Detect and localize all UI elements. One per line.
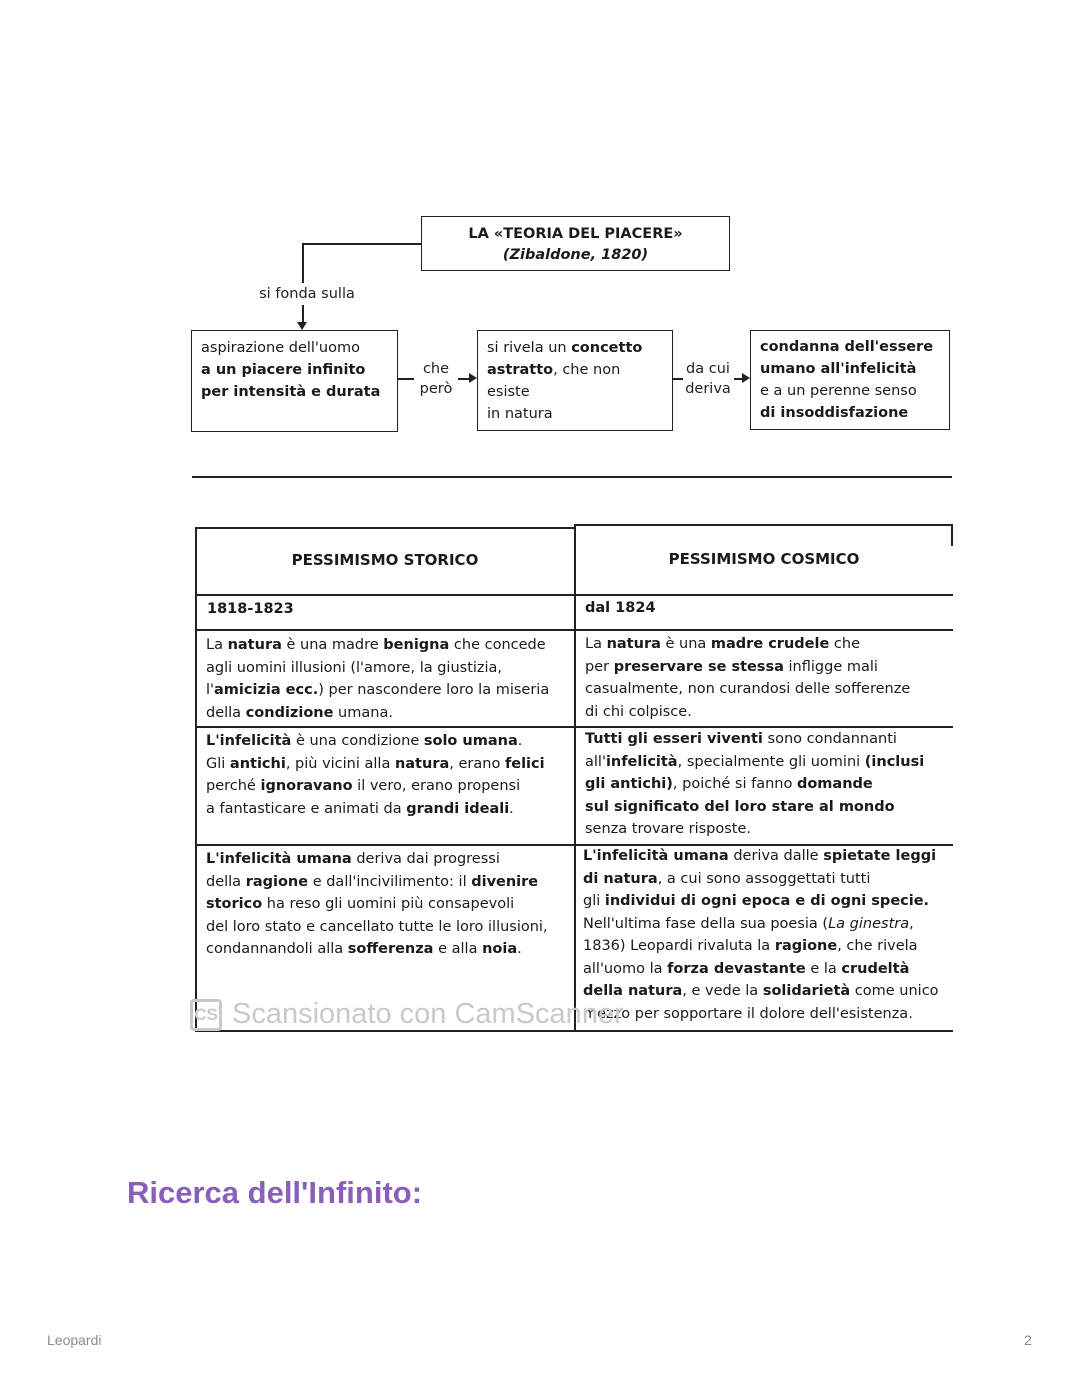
diagram-box-abstract-concept: si rivela un concetto astratto, che non esiste in natura xyxy=(477,330,673,431)
table-year-historic: 1818-1823 xyxy=(207,601,294,617)
table-cell-unhappiness-historic: L'infelicità è una condizione solo umana. Gli antichi, più vicini alla natura, erano felici perché ignoravano il vero, erano propensi a fantasticare e animati da grandi ideali. xyxy=(206,733,545,817)
section-heading: Ricerca dell'Infinito: xyxy=(127,1175,423,1210)
table-border xyxy=(574,524,576,1032)
table-header-cosmic: PESSIMISMO COSMICO xyxy=(668,550,860,568)
table-cell-cause-historic: L'infelicità umana deriva dai progressi della ragione e dall'incivilimento: il divenire storico ha reso gli uomini più consapevoli del loro stato e cancellato tutte le loro illusioni, condannandoli alla sofferenza e alla noia. xyxy=(206,851,548,957)
table-border xyxy=(195,527,575,529)
connector-label-but xyxy=(414,359,458,399)
connector-label-foundation: si fonda sulla xyxy=(252,284,362,304)
table-rule xyxy=(195,629,953,631)
arrow-right-icon xyxy=(469,373,477,383)
connector-label-da-cui: da cui xyxy=(686,361,730,377)
table-cell-unhappiness-cosmic: Tutti gli esseri viventi sono condannanti all'infelicità, specialmente gli uomini (inclusi gli antichi), poiché si fanno domande sul significato del loro stare al mondo senza trovare risposte. xyxy=(585,731,925,837)
table-border xyxy=(951,524,953,546)
connector-line xyxy=(398,378,414,380)
diagram-title: LA «TEORIA DEL PIACERE» xyxy=(468,226,683,242)
footer-page-number: 2 xyxy=(1024,1332,1032,1348)
diagram-box-aspiration: aspirazione dell'uomo a un piacere infinito per intensità e durata xyxy=(191,330,398,432)
table-border xyxy=(575,524,953,526)
camscanner-watermark xyxy=(190,998,624,1031)
diagram-subtitle: (Zibaldone, 1820) xyxy=(502,247,649,263)
watermark-text: Scansionato con CamScanner xyxy=(232,998,624,1030)
footer-doc-title: Leopardi xyxy=(47,1332,102,1348)
table-border xyxy=(195,527,197,1032)
arrow-down-icon xyxy=(297,322,307,330)
connector-label-derives xyxy=(682,359,734,399)
connector-line xyxy=(302,243,304,283)
diagram-box-condemnation: condanna dell'essere umano all'infelicità e a un perenne senso di insoddisfazione xyxy=(750,330,950,430)
arrow-right-icon xyxy=(742,373,750,383)
table-cell-nature-cosmic: La natura è una madre crudele che per preservare se stessa infligge mali casualmente, non curandosi delle sofferenze di chi colpisce. xyxy=(585,636,911,720)
section-divider xyxy=(192,476,952,478)
diagram-title-box xyxy=(421,216,730,271)
connector-label-che: che xyxy=(422,361,450,377)
camscanner-logo-icon: CS xyxy=(190,999,222,1031)
connector-label-pero: però xyxy=(419,381,453,397)
connector-line xyxy=(302,243,422,245)
table-rule xyxy=(195,594,953,596)
connector-label-deriva: deriva xyxy=(685,381,731,397)
table-cell-cause-cosmic: L'infelicità umana deriva dalle spietate leggi di natura, a cui sono assoggettati tutti gli individui di ogni epoca e di ogni specie. Nell'ultima fase della sua poesia (La ginestra, 1836) Leopardi rivaluta la ragione, che rivela all'uomo la forza devastante e la crudeltà della natura, e vede la solidarietà come unico mezzo per sopportare il dolore dell'esistenza. xyxy=(583,848,939,1022)
table-header-historic: PESSIMISMO STORICO xyxy=(291,551,479,569)
connector-line xyxy=(734,378,742,380)
table-year-cosmic: dal 1824 xyxy=(585,600,656,616)
table-cell-nature-historic: La natura è una madre benigna che concede agli uomini illusioni (l'amore, la giustizia, l'amicizia ecc.) per nascondere loro la miseria della condizione umana. xyxy=(206,637,550,721)
